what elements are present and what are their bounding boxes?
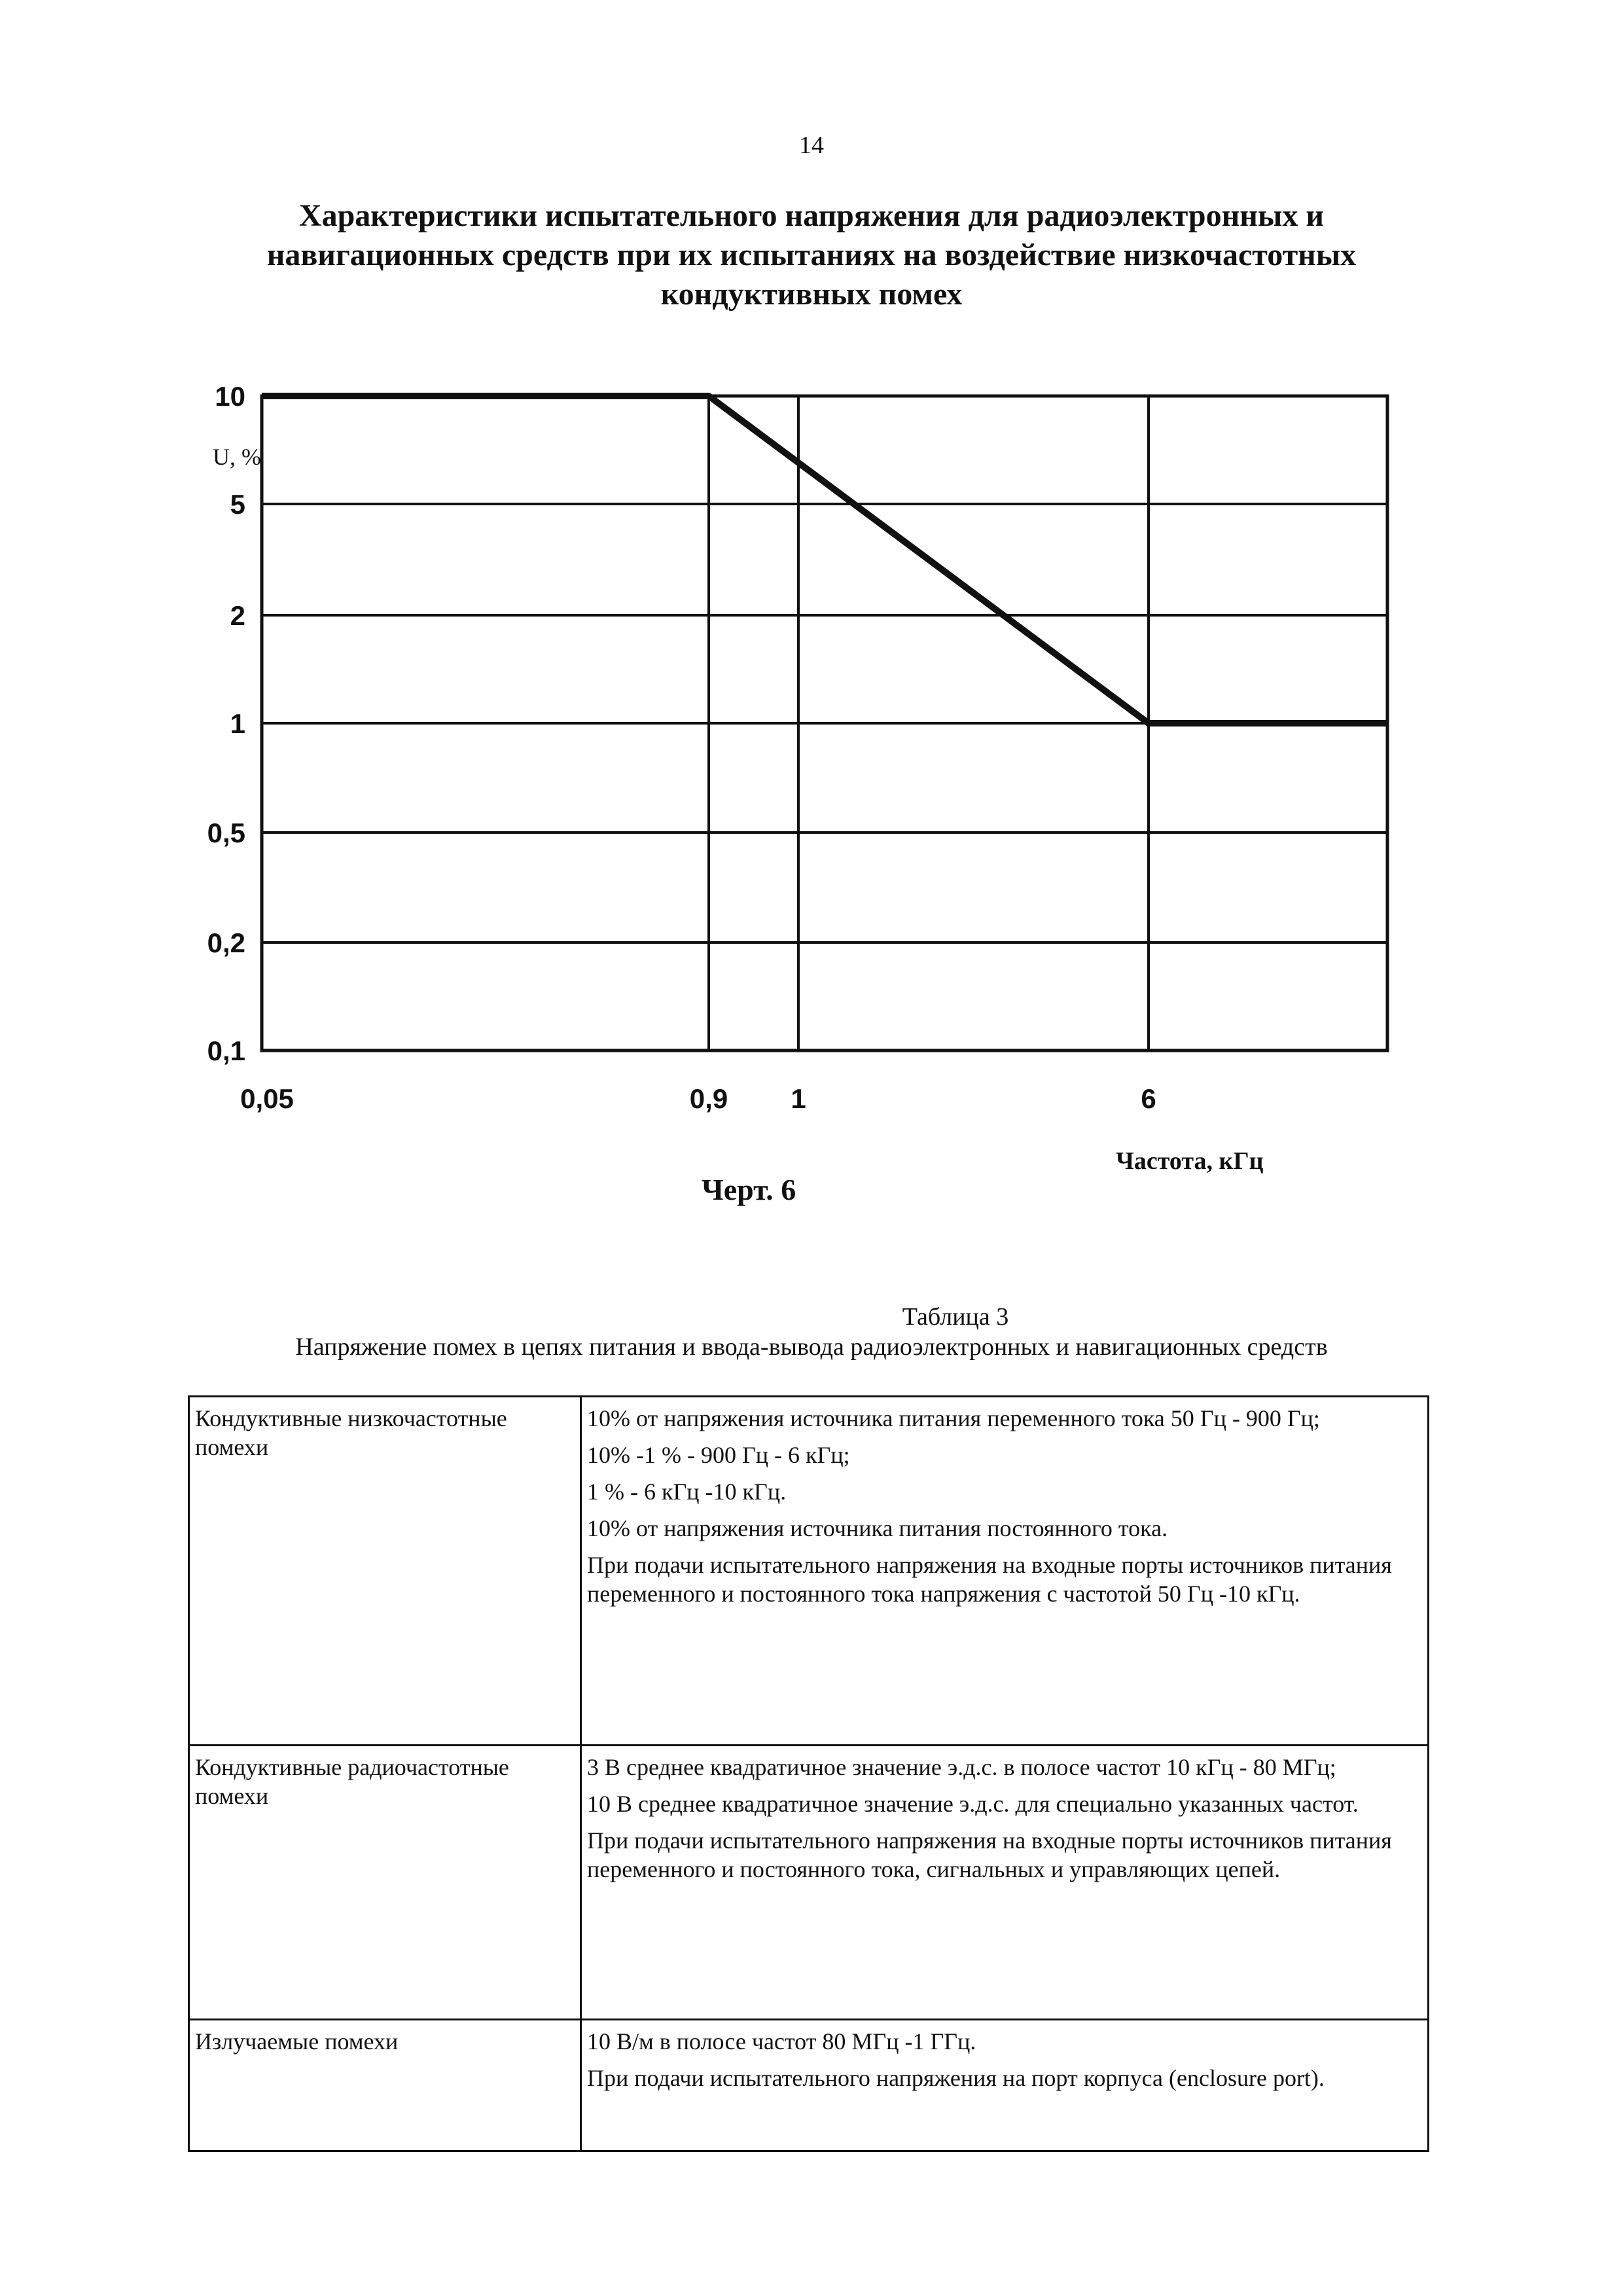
requirements-cell — [581, 1397, 1429, 1746]
requirements-cell — [581, 1746, 1429, 2020]
x-tick-label: 6 — [1141, 1083, 1156, 1114]
y-axis-label: U, % — [213, 444, 261, 470]
requirement-item: 10 В/м в полосе частот 80 МГц -1 ГГц. — [587, 2028, 976, 2054]
table-row — [189, 1746, 1429, 2020]
y-tick-labels — [207, 381, 245, 1066]
page-number: 14 — [799, 132, 824, 159]
x-tick-label: 1 — [791, 1083, 806, 1114]
interference-type: Кондуктивные низкочастотные помехи — [195, 1405, 507, 1460]
requirement-item: При подачи испытательного напряжения на входные порты источников питания переменного и постоянного тока напряжения с частотой 50 Гц -10 кГц. — [587, 1552, 1392, 1607]
table-row — [189, 2020, 1429, 2151]
interference-type: Кондуктивные радиочастотные помехи — [195, 1754, 509, 1809]
series-line — [262, 396, 1387, 723]
requirement-item: При подачи испытательного напряжения на порт корпуса (enclosure port). — [587, 2065, 1325, 2091]
heading-line-2: навигационных средств при их испытаниях на воздействие низкочастотных — [266, 238, 1357, 272]
x-tick-label: 0,9 — [689, 1083, 728, 1114]
y-tick-label: 0,2 — [207, 927, 245, 958]
requirement-item: 10 В среднее квадратичное значение э.д.с. для специально указанных частот. — [587, 1791, 1359, 1817]
interference-type-cell — [189, 1397, 581, 1746]
x-tick-labels — [240, 1083, 1156, 1114]
heading-line-1: Характеристики испытательного напряжения для радиоэлектронных и — [298, 198, 1325, 233]
requirement-item: 10% -1 % - 900 Гц - 6 кГц; — [587, 1442, 850, 1468]
y-tick-label: 10 — [215, 381, 245, 412]
table-label: Таблица 3 — [902, 1303, 1009, 1331]
y-tick-label: 0,5 — [207, 817, 245, 848]
y-tick-label: 5 — [230, 489, 245, 520]
x-tick-label: 0,05 — [240, 1083, 294, 1114]
requirement-item: При подачи испытательного напряжения на входные порты источников питания переменного и постоянного тока, сигнальных и управляющих цепей. — [587, 1827, 1392, 1882]
table-row — [189, 1397, 1429, 1746]
y-tick-label: 1 — [230, 708, 245, 739]
interference-type-cell — [189, 2020, 581, 2151]
heading-line-3: кондуктивных помех — [660, 277, 963, 312]
chart-caption: Черт. 6 — [702, 1173, 796, 1206]
requirement-item: 10% от напряжения источника питания постоянного тока. — [587, 1515, 1168, 1541]
y-tick-label: 0,1 — [207, 1035, 245, 1066]
table-title: Напряжение помех в цепях питания и ввода-вывода радиоэлектронных и навигационных средств — [295, 1333, 1328, 1361]
interference-type: Излучаемые помехи — [195, 2028, 399, 2054]
y-tick-label: 2 — [230, 600, 245, 631]
interference-type-cell — [189, 1746, 581, 2020]
requirements-cell — [581, 2020, 1429, 2151]
interference-table — [188, 1395, 1429, 2152]
x-axis-label: Частота, кГц — [1116, 1147, 1264, 1175]
requirement-item: 10% от напряжения источника питания переменного тока 50 Гц - 900 Гц; — [587, 1405, 1320, 1431]
requirement-item: 3 В среднее квадратичное значение э.д.с. в полосе частот 10 кГц - 80 МГц; — [587, 1754, 1336, 1780]
requirement-item: 1 % - 6 кГц -10 кГц. — [587, 1479, 787, 1505]
